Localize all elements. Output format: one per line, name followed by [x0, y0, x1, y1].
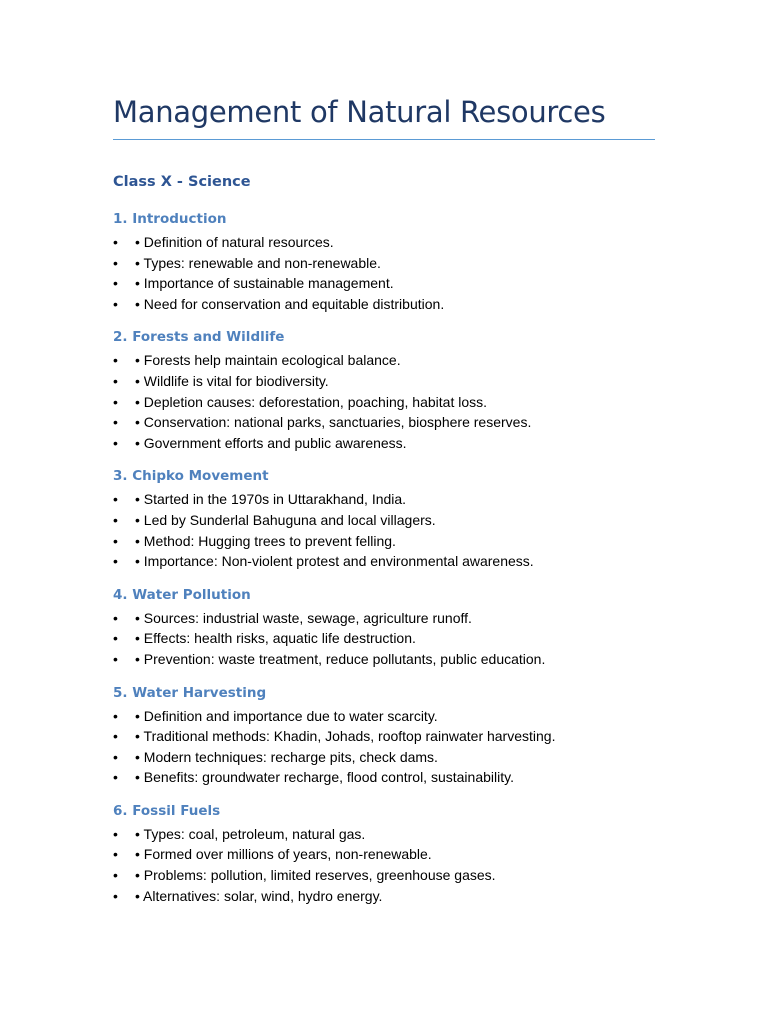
list-item	[113, 294, 655, 315]
list-item-text: • Government efforts and public awareness.	[135, 434, 407, 451]
list-item	[113, 489, 655, 510]
bullet-list	[113, 824, 655, 906]
document-subtitle: Class X - Science	[113, 174, 251, 190]
list-item	[113, 273, 655, 294]
sections-container	[113, 210, 655, 920]
list-item	[113, 608, 655, 629]
list-item	[113, 433, 655, 454]
section-heading: 1. Introduction	[113, 211, 227, 227]
section	[113, 586, 655, 670]
section	[113, 328, 655, 453]
bullet-icon: •	[113, 491, 118, 508]
bullet-icon: •	[113, 234, 118, 250]
list-item-text: • Alternatives: solar, wind, hydro energy.	[135, 887, 383, 904]
list-item	[113, 706, 655, 727]
list-item	[113, 392, 655, 413]
list-item-text: • Types: coal, petroleum, natural gas.	[135, 825, 366, 842]
section-heading: 6. Fossil Fuels	[113, 802, 221, 819]
list-item	[113, 767, 655, 788]
bullet-list	[113, 608, 655, 670]
list-item-text: • Problems: pollution, limited reserves, greenhouse gases.	[135, 867, 496, 884]
list-item	[113, 865, 655, 886]
bullet-icon: •	[113, 352, 118, 369]
document-title: Management of Natural Resources	[113, 95, 606, 129]
list-item-text: • Importance: Non-violent protest and environmental awareness.	[135, 553, 534, 570]
bullet-icon: •	[113, 295, 118, 312]
list-item	[113, 350, 655, 371]
list-item-text: • Prevention: waste treatment, reduce pollutants, public education.	[135, 650, 546, 667]
bullet-icon: •	[113, 825, 118, 842]
list-item	[113, 628, 655, 649]
list-item	[113, 510, 655, 531]
list-item-text: • Benefits: groundwater recharge, flood control, sustainability.	[135, 769, 514, 786]
list-item-text: • Formed over millions of years, non-renewable.	[135, 846, 432, 863]
section-heading: 2. Forests and Wildlife	[113, 329, 285, 346]
bullet-icon: •	[113, 887, 118, 904]
section	[113, 210, 655, 314]
bullet-icon: •	[113, 769, 118, 786]
list-item	[113, 824, 655, 845]
bullet-list	[113, 350, 655, 453]
bullet-icon: •	[113, 511, 118, 528]
list-item-text: • Sources: industrial waste, sewage, agriculture runoff.	[135, 609, 472, 626]
bullet-icon: •	[113, 748, 118, 765]
list-item	[113, 232, 655, 253]
list-item-text: • Forests help maintain ecological balance.	[135, 352, 401, 369]
bullet-icon: •	[113, 867, 118, 884]
section-heading: 5. Water Harvesting	[113, 684, 267, 701]
bullet-icon: •	[113, 434, 118, 451]
bullet-icon: •	[113, 254, 118, 271]
section-heading: 3. Chipko Movement	[113, 468, 269, 485]
list-item-text: • Started in the 1970s in Uttarakhand, India.	[135, 491, 407, 508]
list-item-text: • Wildlife is vital for biodiversity.	[135, 372, 329, 389]
bullet-icon: •	[113, 393, 118, 410]
list-item-text: • Definition and importance due to water scarcity.	[135, 707, 438, 724]
bullet-icon: •	[113, 846, 118, 863]
list-item-text: • Importance of sustainable management.	[135, 275, 394, 292]
list-item-text: • Modern techniques: recharge pits, check dams.	[135, 748, 438, 765]
list-item	[113, 844, 655, 865]
list-item	[113, 726, 655, 747]
list-item	[113, 747, 655, 768]
list-item-text: • Method: Hugging trees to prevent felling.	[135, 532, 396, 549]
section	[113, 684, 655, 788]
list-item-text: • Traditional methods: Khadin, Johads, rooftop rainwater harvesting.	[135, 728, 556, 745]
bullet-icon: •	[113, 275, 118, 292]
bullet-icon: •	[113, 372, 118, 389]
bullet-icon: •	[113, 630, 118, 647]
bullet-icon: •	[113, 609, 118, 626]
list-item	[113, 253, 655, 274]
title-underline	[113, 139, 655, 140]
section-heading: 4. Water Pollution	[113, 586, 251, 603]
bullet-icon: •	[113, 728, 118, 745]
list-item	[113, 886, 655, 907]
list-item-text: • Depletion causes: deforestation, poaching, habitat loss.	[135, 393, 488, 410]
list-item	[113, 412, 655, 433]
bullet-list	[113, 706, 655, 788]
bullet-icon: •	[113, 553, 118, 570]
list-item-text: • Led by Sunderlal Bahuguna and local villagers.	[135, 511, 436, 528]
list-item	[113, 371, 655, 392]
section	[113, 802, 655, 906]
section	[113, 467, 655, 571]
bullet-icon: •	[113, 650, 118, 667]
list-item-text: • Need for conservation and equitable distribution.	[135, 295, 445, 312]
bullet-icon: •	[113, 532, 118, 549]
bullet-list	[113, 232, 655, 314]
bullet-icon: •	[113, 414, 118, 431]
bullet-icon: •	[113, 707, 118, 724]
bullet-list	[113, 489, 655, 571]
list-item	[113, 551, 655, 572]
list-item-text: • Types: renewable and non-renewable.	[135, 254, 381, 271]
list-item-text: • Conservation: national parks, sanctuaries, biosphere reserves.	[135, 414, 532, 431]
list-item-text: • Definition of natural resources.	[135, 234, 334, 250]
list-item	[113, 649, 655, 670]
list-item-text: • Effects: health risks, aquatic life destruction.	[135, 630, 416, 647]
list-item	[113, 531, 655, 552]
